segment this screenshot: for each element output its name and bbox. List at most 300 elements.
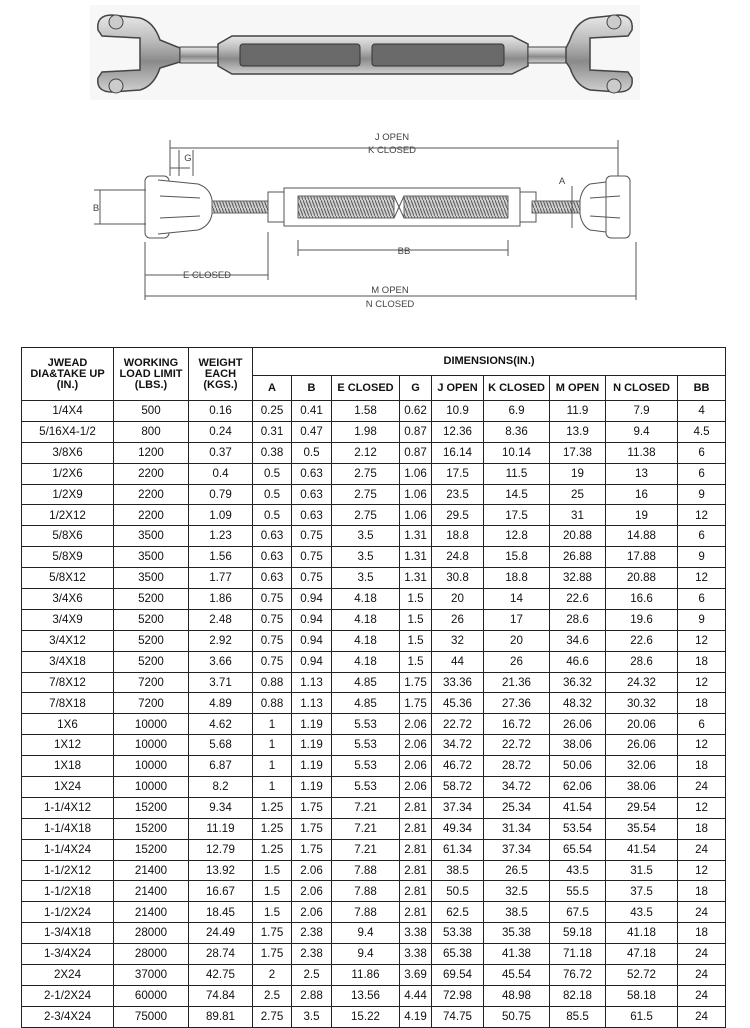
table-cell: 1-1/2X18 [22, 881, 114, 902]
table-cell: 24 [678, 839, 726, 860]
table-cell: 1.31 [400, 547, 432, 568]
table-row [22, 797, 726, 818]
table-cell: 1/4X4 [22, 401, 114, 422]
table-cell: 41.38 [484, 944, 550, 965]
table-cell: 1.75 [292, 839, 332, 860]
table-cell: 24 [678, 777, 726, 798]
table-cell: 7.88 [332, 860, 400, 881]
table-cell: 28.6 [606, 651, 678, 672]
table-cell: 10000 [114, 714, 189, 735]
table-cell: 1.5 [253, 881, 292, 902]
table-cell: 0.5 [253, 505, 292, 526]
table-cell: 4.85 [332, 693, 400, 714]
table-row [22, 568, 726, 589]
table-cell: 6 [678, 589, 726, 610]
table-cell: 0.16 [189, 401, 253, 422]
table-cell: 53.54 [550, 818, 606, 839]
table-cell: 15200 [114, 839, 189, 860]
table-cell: 1.75 [292, 797, 332, 818]
table-cell: 0.94 [292, 630, 332, 651]
table-cell: 9.34 [189, 797, 253, 818]
table-cell: 7.21 [332, 818, 400, 839]
table-cell: 6.9 [484, 401, 550, 422]
table-cell: 1.75 [400, 693, 432, 714]
table-cell: 13 [606, 463, 678, 484]
table-cell: 6 [678, 526, 726, 547]
table-cell: 0.37 [189, 442, 253, 463]
table-cell: 7200 [114, 693, 189, 714]
table-cell: 3.5 [292, 1006, 332, 1027]
table-cell: 0.88 [253, 693, 292, 714]
header-dim-n-closed: N CLOSED [606, 376, 678, 401]
table-row [22, 965, 726, 986]
table-cell: 11.38 [606, 442, 678, 463]
table-cell: 1.13 [292, 693, 332, 714]
table-cell: 14 [484, 589, 550, 610]
table-cell: 7.88 [332, 881, 400, 902]
table-row [22, 923, 726, 944]
table-cell: 65.38 [432, 944, 484, 965]
table-row [22, 735, 726, 756]
table-cell: 5.53 [332, 756, 400, 777]
table-cell: 0.75 [253, 609, 292, 630]
table-cell: 0.24 [189, 421, 253, 442]
table-cell: 7.88 [332, 902, 400, 923]
table-cell: 2.81 [400, 881, 432, 902]
table-cell: 46.72 [432, 756, 484, 777]
table-cell: 3.66 [189, 651, 253, 672]
table-cell: 1200 [114, 442, 189, 463]
table-cell: 38.5 [432, 860, 484, 881]
table-cell: 0.38 [253, 442, 292, 463]
table-cell: 62.06 [550, 777, 606, 798]
table-cell: 18 [678, 651, 726, 672]
table-cell: 18 [678, 881, 726, 902]
table-cell: 4.89 [189, 693, 253, 714]
table-cell: 0.94 [292, 651, 332, 672]
table-cell: 1 [253, 714, 292, 735]
table-cell: 2X24 [22, 965, 114, 986]
table-cell: 24 [678, 1006, 726, 1027]
table-cell: 37.5 [606, 881, 678, 902]
table-cell: 82.18 [550, 985, 606, 1006]
table-cell: 27.36 [484, 693, 550, 714]
table-cell: 0.75 [292, 568, 332, 589]
table-cell: 20 [484, 630, 550, 651]
table-cell: 7200 [114, 672, 189, 693]
table-cell: 4 [678, 401, 726, 422]
table-cell: 11.9 [550, 401, 606, 422]
table-cell: 67.5 [550, 902, 606, 923]
table-cell: 2.88 [292, 985, 332, 1006]
table-cell: 0.94 [292, 609, 332, 630]
table-cell: 21400 [114, 902, 189, 923]
table-cell: 72.98 [432, 985, 484, 1006]
table-cell: 1X18 [22, 756, 114, 777]
table-cell: 0.88 [253, 672, 292, 693]
table-cell: 20 [432, 589, 484, 610]
table-cell: 37.34 [484, 839, 550, 860]
header-dim-m-open: M OPEN [550, 376, 606, 401]
table-cell: 2.38 [292, 944, 332, 965]
table-cell: 2.75 [332, 505, 400, 526]
b-label: B [92, 203, 100, 214]
table-row [22, 630, 726, 651]
table-cell: 0.63 [292, 463, 332, 484]
table-cell: 12 [678, 630, 726, 651]
table-cell: 1.13 [292, 672, 332, 693]
table-cell: 2.75 [332, 463, 400, 484]
table-cell: 41.18 [606, 923, 678, 944]
table-cell: 1.75 [292, 818, 332, 839]
table-cell: 2.06 [292, 881, 332, 902]
table-row [22, 463, 726, 484]
table-cell: 17.88 [606, 547, 678, 568]
table-cell: 0.47 [292, 421, 332, 442]
table-cell: 1.06 [400, 505, 432, 526]
table-cell: 1 [253, 777, 292, 798]
table-cell: 34.72 [432, 735, 484, 756]
table-cell: 38.06 [606, 777, 678, 798]
table-cell: 0.62 [400, 401, 432, 422]
table-cell: 1.75 [253, 944, 292, 965]
table-cell: 50.06 [550, 756, 606, 777]
table-cell: 4.44 [400, 985, 432, 1006]
table-cell: 5.53 [332, 735, 400, 756]
table-cell: 32 [432, 630, 484, 651]
table-cell: 3.5 [332, 568, 400, 589]
table-cell: 0.63 [253, 568, 292, 589]
table-cell: 12.36 [432, 421, 484, 442]
table-cell: 19 [606, 505, 678, 526]
table-cell: 2.81 [400, 860, 432, 881]
table-cell: 9.4 [332, 944, 400, 965]
k-closed-label: K CLOSED [367, 145, 417, 156]
table-cell: 2200 [114, 484, 189, 505]
table-cell: 23.5 [432, 484, 484, 505]
table-cell: 1.23 [189, 526, 253, 547]
table-cell: 3500 [114, 568, 189, 589]
table-cell: 33.36 [432, 672, 484, 693]
table-cell: 10.14 [484, 442, 550, 463]
table-cell: 3.69 [400, 965, 432, 986]
table-cell: 12 [678, 797, 726, 818]
table-cell: 5/8X9 [22, 547, 114, 568]
table-cell: 0.79 [189, 484, 253, 505]
table-row [22, 714, 726, 735]
table-cell: 800 [114, 421, 189, 442]
table-cell: 3/4X6 [22, 589, 114, 610]
table-cell: 7.21 [332, 839, 400, 860]
table-cell: 0.41 [292, 401, 332, 422]
table-cell: 35.54 [606, 818, 678, 839]
header-dim-j-open: J OPEN [432, 376, 484, 401]
table-cell: 1.75 [253, 923, 292, 944]
table-cell: 43.5 [606, 902, 678, 923]
table-cell: 1-3/4X18 [22, 923, 114, 944]
table-cell: 6 [678, 463, 726, 484]
table-cell: 1.98 [332, 421, 400, 442]
j-open-label: J OPEN [374, 132, 410, 143]
table-cell: 5.53 [332, 777, 400, 798]
table-cell: 1.31 [400, 526, 432, 547]
a-label: A [558, 176, 566, 187]
table-row [22, 860, 726, 881]
table-cell: 1-1/2X24 [22, 902, 114, 923]
table-cell: 18.8 [484, 568, 550, 589]
table-cell: 10.9 [432, 401, 484, 422]
table-cell: 1.25 [253, 839, 292, 860]
header-dim-a: A [253, 376, 292, 401]
table-cell: 1X24 [22, 777, 114, 798]
table-cell: 74.75 [432, 1006, 484, 1027]
table-cell: 17.5 [432, 463, 484, 484]
table-cell: 55.5 [550, 881, 606, 902]
table-cell: 0.4 [189, 463, 253, 484]
table-cell: 0.94 [292, 589, 332, 610]
table-cell: 13.9 [550, 421, 606, 442]
table-row [22, 505, 726, 526]
table-cell: 46.6 [550, 651, 606, 672]
table-cell: 2.06 [292, 860, 332, 881]
table-cell: 71.18 [550, 944, 606, 965]
table-cell: 0.25 [253, 401, 292, 422]
table-row [22, 839, 726, 860]
table-cell: 48.32 [550, 693, 606, 714]
table-cell: 47.18 [606, 944, 678, 965]
table-cell: 15.8 [484, 547, 550, 568]
table-cell: 4.18 [332, 609, 400, 630]
turnbuckle-drawing [94, 140, 636, 300]
table-cell: 2200 [114, 463, 189, 484]
table-cell: 1.31 [400, 568, 432, 589]
table-cell: 15200 [114, 818, 189, 839]
table-cell: 3.38 [400, 944, 432, 965]
table-cell: 37.34 [432, 797, 484, 818]
table-cell: 31.34 [484, 818, 550, 839]
table-cell: 17.38 [550, 442, 606, 463]
table-cell: 22.6 [550, 589, 606, 610]
table-cell: 2.81 [400, 839, 432, 860]
table-row [22, 484, 726, 505]
table-cell: 26.88 [550, 547, 606, 568]
table-cell: 20.88 [550, 526, 606, 547]
table-cell: 0.63 [253, 547, 292, 568]
table-cell: 18 [678, 693, 726, 714]
table-cell: 2.81 [400, 797, 432, 818]
table-cell: 2.92 [189, 630, 253, 651]
table-cell: 18 [678, 818, 726, 839]
table-cell: 25.34 [484, 797, 550, 818]
table-cell: 14.88 [606, 526, 678, 547]
table-cell: 24 [678, 985, 726, 1006]
table-cell: 12 [678, 735, 726, 756]
table-cell: 2.75 [253, 1006, 292, 1027]
table-cell: 1.5 [253, 860, 292, 881]
table-cell: 0.5 [292, 442, 332, 463]
table-cell: 1.19 [292, 714, 332, 735]
table-cell: 0.75 [253, 589, 292, 610]
table-cell: 500 [114, 401, 189, 422]
table-cell: 1.56 [189, 547, 253, 568]
header-dim-g: G [400, 376, 432, 401]
table-cell: 1.09 [189, 505, 253, 526]
table-cell: 15.22 [332, 1006, 400, 1027]
table-cell: 76.72 [550, 965, 606, 986]
table-cell: 58.18 [606, 985, 678, 1006]
table-cell: 26.06 [550, 714, 606, 735]
table-cell: 50.75 [484, 1006, 550, 1027]
table-cell: 2.38 [292, 923, 332, 944]
table-cell: 21400 [114, 860, 189, 881]
table-cell: 74.84 [189, 985, 253, 1006]
table-cell: 0.87 [400, 421, 432, 442]
table-cell: 13.92 [189, 860, 253, 881]
table-cell: 12 [678, 505, 726, 526]
table-cell: 2.5 [253, 985, 292, 1006]
table-cell: 11.86 [332, 965, 400, 986]
table-cell: 2.06 [292, 902, 332, 923]
table-row [22, 777, 726, 798]
table-row [22, 547, 726, 568]
table-cell: 1.5 [400, 630, 432, 651]
header-dim-b: B [292, 376, 332, 401]
table-cell: 60000 [114, 985, 189, 1006]
table-cell: 2 [253, 965, 292, 986]
table-cell: 45.54 [484, 965, 550, 986]
table-row [22, 881, 726, 902]
table-cell: 9 [678, 484, 726, 505]
table-row [22, 421, 726, 442]
table-cell: 4.18 [332, 651, 400, 672]
table-cell: 28000 [114, 944, 189, 965]
table-cell: 2.06 [400, 735, 432, 756]
header-weight: WEIGHT EACH (KGS.) [189, 348, 253, 401]
table-cell: 22.6 [606, 630, 678, 651]
table-cell: 10000 [114, 756, 189, 777]
table-cell: 9.4 [606, 421, 678, 442]
table-row [22, 589, 726, 610]
turnbuckle-photo [90, 5, 640, 100]
table-cell: 8.36 [484, 421, 550, 442]
table-cell: 26.06 [606, 735, 678, 756]
table-cell: 2200 [114, 505, 189, 526]
table-cell: 21.36 [484, 672, 550, 693]
table-cell: 28.74 [189, 944, 253, 965]
table-cell: 5.53 [332, 714, 400, 735]
table-cell: 19.6 [606, 609, 678, 630]
table-cell: 9 [678, 609, 726, 630]
table-cell: 31 [550, 505, 606, 526]
table-row [22, 693, 726, 714]
table-cell: 0.87 [400, 442, 432, 463]
table-cell: 2-3/4X24 [22, 1006, 114, 1027]
table-cell: 58.72 [432, 777, 484, 798]
table-cell: 28.6 [550, 609, 606, 630]
table-cell: 5/16X4-1/2 [22, 421, 114, 442]
table-cell: 3.5 [332, 526, 400, 547]
table-cell: 44 [432, 651, 484, 672]
table-row [22, 401, 726, 422]
table-cell: 10000 [114, 735, 189, 756]
table-cell: 30.8 [432, 568, 484, 589]
table-cell: 61.34 [432, 839, 484, 860]
table-cell: 1.06 [400, 484, 432, 505]
table-cell: 4.5 [678, 421, 726, 442]
table-row [22, 672, 726, 693]
table-cell: 1 [253, 735, 292, 756]
table-cell: 1/2X9 [22, 484, 114, 505]
table-cell: 17.5 [484, 505, 550, 526]
table-cell: 42.75 [189, 965, 253, 986]
table-cell: 75000 [114, 1006, 189, 1027]
table-cell: 85.5 [550, 1006, 606, 1027]
table-cell: 2-1/2X24 [22, 985, 114, 1006]
table-cell: 3/4X9 [22, 609, 114, 630]
table-cell: 25 [550, 484, 606, 505]
header-dim-bb: BB [678, 376, 726, 401]
table-cell: 17 [484, 609, 550, 630]
table-cell: 41.54 [606, 839, 678, 860]
table-cell: 31.5 [606, 860, 678, 881]
table-cell: 32.06 [606, 756, 678, 777]
table-cell: 12 [678, 672, 726, 693]
table-cell: 5200 [114, 609, 189, 630]
table-cell: 1X6 [22, 714, 114, 735]
table-cell: 11.5 [484, 463, 550, 484]
table-cell: 89.81 [189, 1006, 253, 1027]
table-cell: 1.19 [292, 735, 332, 756]
table-cell: 16 [606, 484, 678, 505]
table-cell: 8.2 [189, 777, 253, 798]
table-cell: 28000 [114, 923, 189, 944]
table-cell: 7/8X12 [22, 672, 114, 693]
table-cell: 0.31 [253, 421, 292, 442]
table-cell: 13.56 [332, 985, 400, 1006]
table-cell: 2.06 [400, 714, 432, 735]
table-cell: 4.85 [332, 672, 400, 693]
table-cell: 50.5 [432, 881, 484, 902]
header-working-load-limit: WORKING LOAD LIMIT (LBS.) [114, 348, 189, 401]
table-cell: 5/8X12 [22, 568, 114, 589]
table-cell: 18 [678, 756, 726, 777]
table-cell: 0.75 [292, 526, 332, 547]
header-size: JWEAD DIA&TAKE UP (IN.) [22, 348, 114, 401]
table-row [22, 985, 726, 1006]
table-cell: 29.5 [432, 505, 484, 526]
table-cell: 0.75 [292, 547, 332, 568]
table-cell: 2.48 [189, 609, 253, 630]
header-dim-e-closed: E CLOSED [332, 376, 400, 401]
table-cell: 1.06 [400, 463, 432, 484]
table-cell: 4.19 [400, 1006, 432, 1027]
turnbuckle-figure [0, 0, 750, 340]
table-cell: 41.54 [550, 797, 606, 818]
table-cell: 9 [678, 547, 726, 568]
table-cell: 29.54 [606, 797, 678, 818]
table-cell: 62.5 [432, 902, 484, 923]
table-cell: 1.77 [189, 568, 253, 589]
table-cell: 1-1/4X24 [22, 839, 114, 860]
table-cell: 1.58 [332, 401, 400, 422]
table-cell: 0.5 [253, 463, 292, 484]
bb-label: BB [397, 246, 411, 257]
table-cell: 1.19 [292, 777, 332, 798]
table-cell: 2.06 [400, 756, 432, 777]
table-cell: 34.72 [484, 777, 550, 798]
table-cell: 6 [678, 442, 726, 463]
table-cell: 1.5 [253, 902, 292, 923]
